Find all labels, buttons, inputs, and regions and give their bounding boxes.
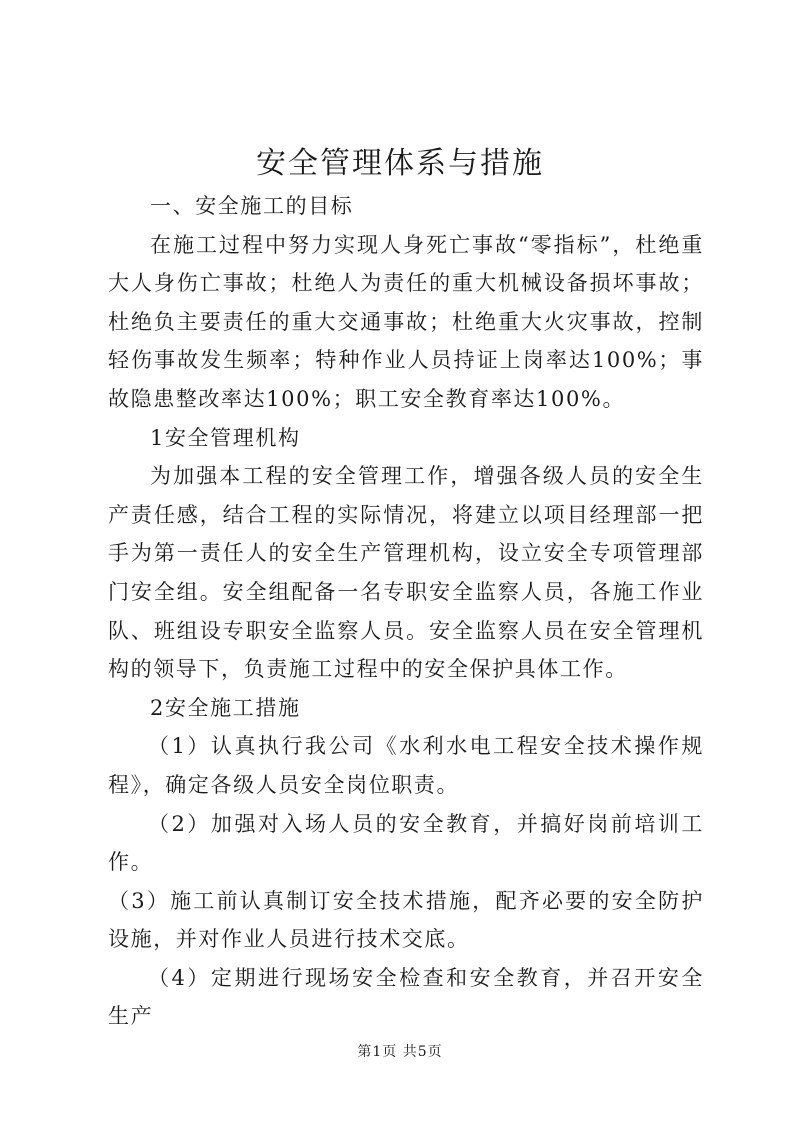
paragraph-organization: 为加强本工程的安全管理工作，增强各级人员的安全生产责任感，结合工程的实际情况，将建立以项目经理部一把手为第一责任人的安全生产管理机构，设立安全专项管理部门安全组。安全组配备一名专职安全监察人员，各施工作业队、班组设专职安全监察人员。安全监察人员在安全管理机构的领导下，负责施工过程中的安全保护具体工作。 <box>108 464 704 682</box>
measure-item-1: （1）认真执行我公司《水利水电工程安全技术操作规程》，确定各级人员安全岗位职责。 <box>108 734 704 797</box>
measure-item-3: （3）施工前认真制订安全技术措施，配齐必要的安全防护设施，并对作业人员进行技术交底。 <box>108 888 704 952</box>
measure-item-4: （4）定期进行现场安全检查和安全教育，并召开安全生产 <box>108 965 704 1029</box>
document-body <box>108 187 704 1036</box>
section-heading-organization: 1安全管理机构 <box>150 425 301 450</box>
measure-item-2: （2）加强对入场人员的安全教育，并搞好岗前培训工作。 <box>108 811 704 875</box>
page-footer: 第1页 共5页 <box>357 1044 443 1060</box>
document-title: 安全管理体系与措施 <box>256 146 544 181</box>
paragraph-goals: 在施工过程中努力实现人身死亡事故“零指标”，杜绝重大人身伤亡事故；杜绝人为责任的重大机械设备损坏事故；杜绝负主要责任的重大交通事故；杜绝重大火灾事故，控制轻伤事故发生频率；特种作业人员持证上岗率达100%；事故隐患整改率达100%；职工安全教育率达100%。 <box>108 232 704 411</box>
section-heading-measures: 2安全施工措施 <box>150 695 301 720</box>
section-heading-goals: 一、安全施工的目标 <box>150 194 354 218</box>
